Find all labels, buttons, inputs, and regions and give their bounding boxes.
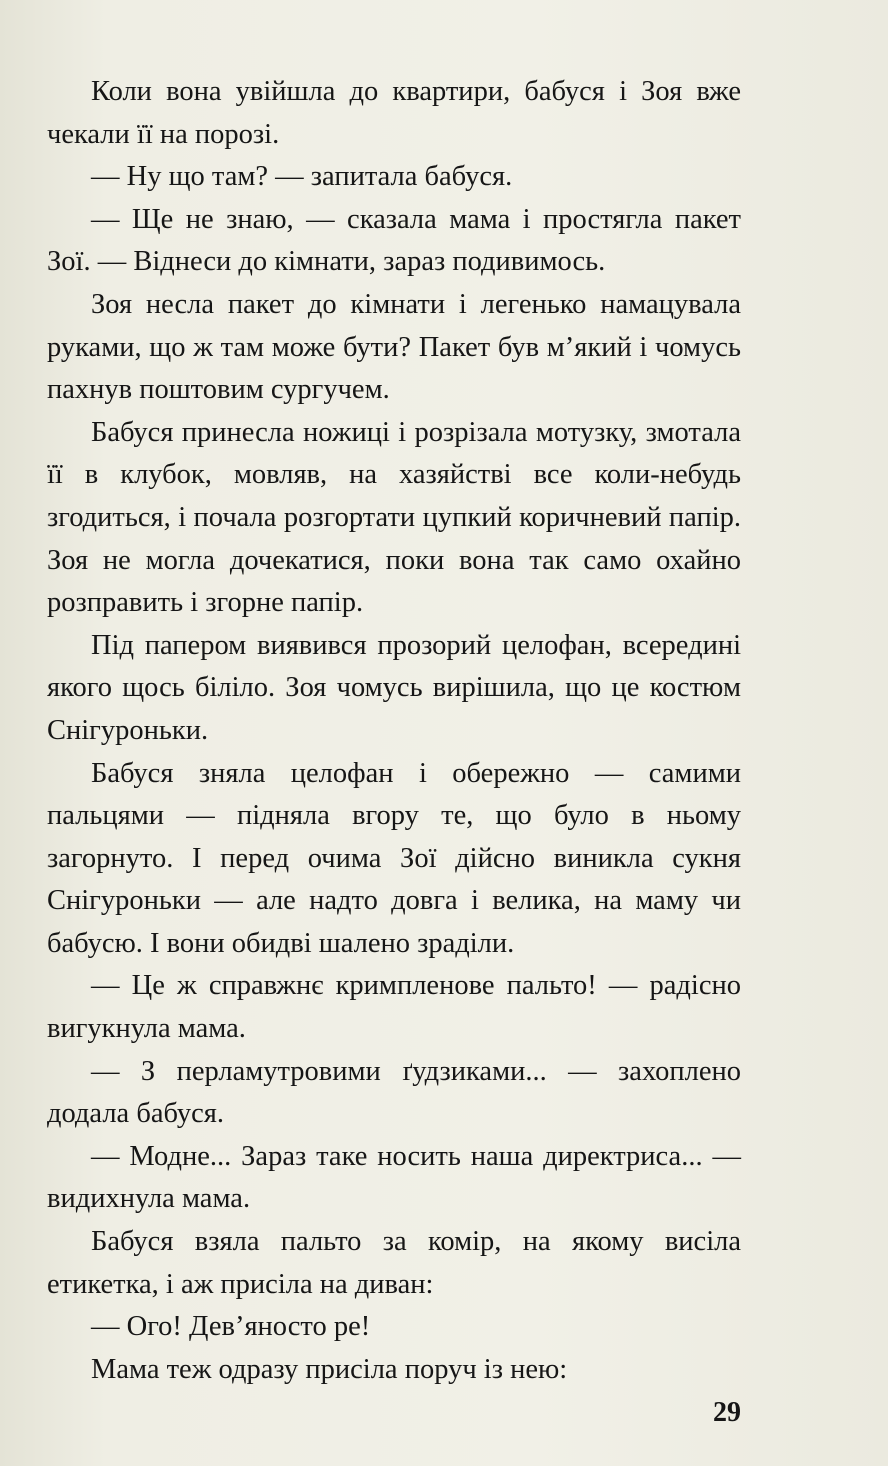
- paragraph-8: — Це ж справжнє кримпленове пальто! — радісно вигукнула мама.: [47, 970, 741, 1045]
- paragraph-9: — З перламутровими ґудзиками... — захоплено додала бабуся.: [47, 1055, 741, 1130]
- paragraph-10: — Модне... Зараз таке носить наша директриса... — видихнула мама.: [47, 1140, 741, 1215]
- paragraph-5: Бабуся принесла ножиці і розрізала мотузку, змотала її в клубок, мовляв, на хазяйстві все коли-небудь згодиться, і почала розгортати цупкий коричневий папір. Зоя не могла дочекатися, поки вона так само охайно розправить і згорне папір.: [47, 416, 741, 619]
- paragraph-11: Бабуся взяла пальто за комір, на якому висіла етикетка, і аж присіла на диван:: [47, 1226, 741, 1300]
- paragraph-4: Зоя несла пакет до кімнати і легенько намацувала руками, що ж там може бути? Пакет був м’який і чомусь пахнув поштовим сургучем.: [47, 288, 741, 406]
- page-number: 29: [713, 1397, 741, 1428]
- paragraph-7: Бабуся зняла целофан і обережно — самими пальцями — підняла вгору те, що було в ньому загорнуто. І перед очима Зої дійсно виникла сукня Снігуроньки — але надто довга і велика, на маму чи бабусю. І вони обидві шалено зраділи.: [47, 757, 741, 959]
- paragraph-6: Під папером виявився прозорий целофан, всередині якого щось біліло. Зоя чомусь вирішила, що це костюм Снігуроньки.: [47, 629, 741, 746]
- paragraph-12: — Ого! Дев’яносто ре!: [91, 1311, 371, 1343]
- page-text: [47, 71, 741, 1391]
- paragraph-2: — Ну що там? — запитала бабуся.: [91, 161, 513, 193]
- paragraph-1: Коли вона увійшла до квартири, бабуся і Зоя вже чекали її на порозі.: [47, 76, 741, 150]
- paragraph-3: — Ще не знаю, — сказала мама і простягла пакет Зої. — Віднеси до кімнати, зараз подивимось.: [47, 203, 741, 278]
- paragraph-13: Мама теж одразу присіла поруч із нею:: [91, 1353, 568, 1385]
